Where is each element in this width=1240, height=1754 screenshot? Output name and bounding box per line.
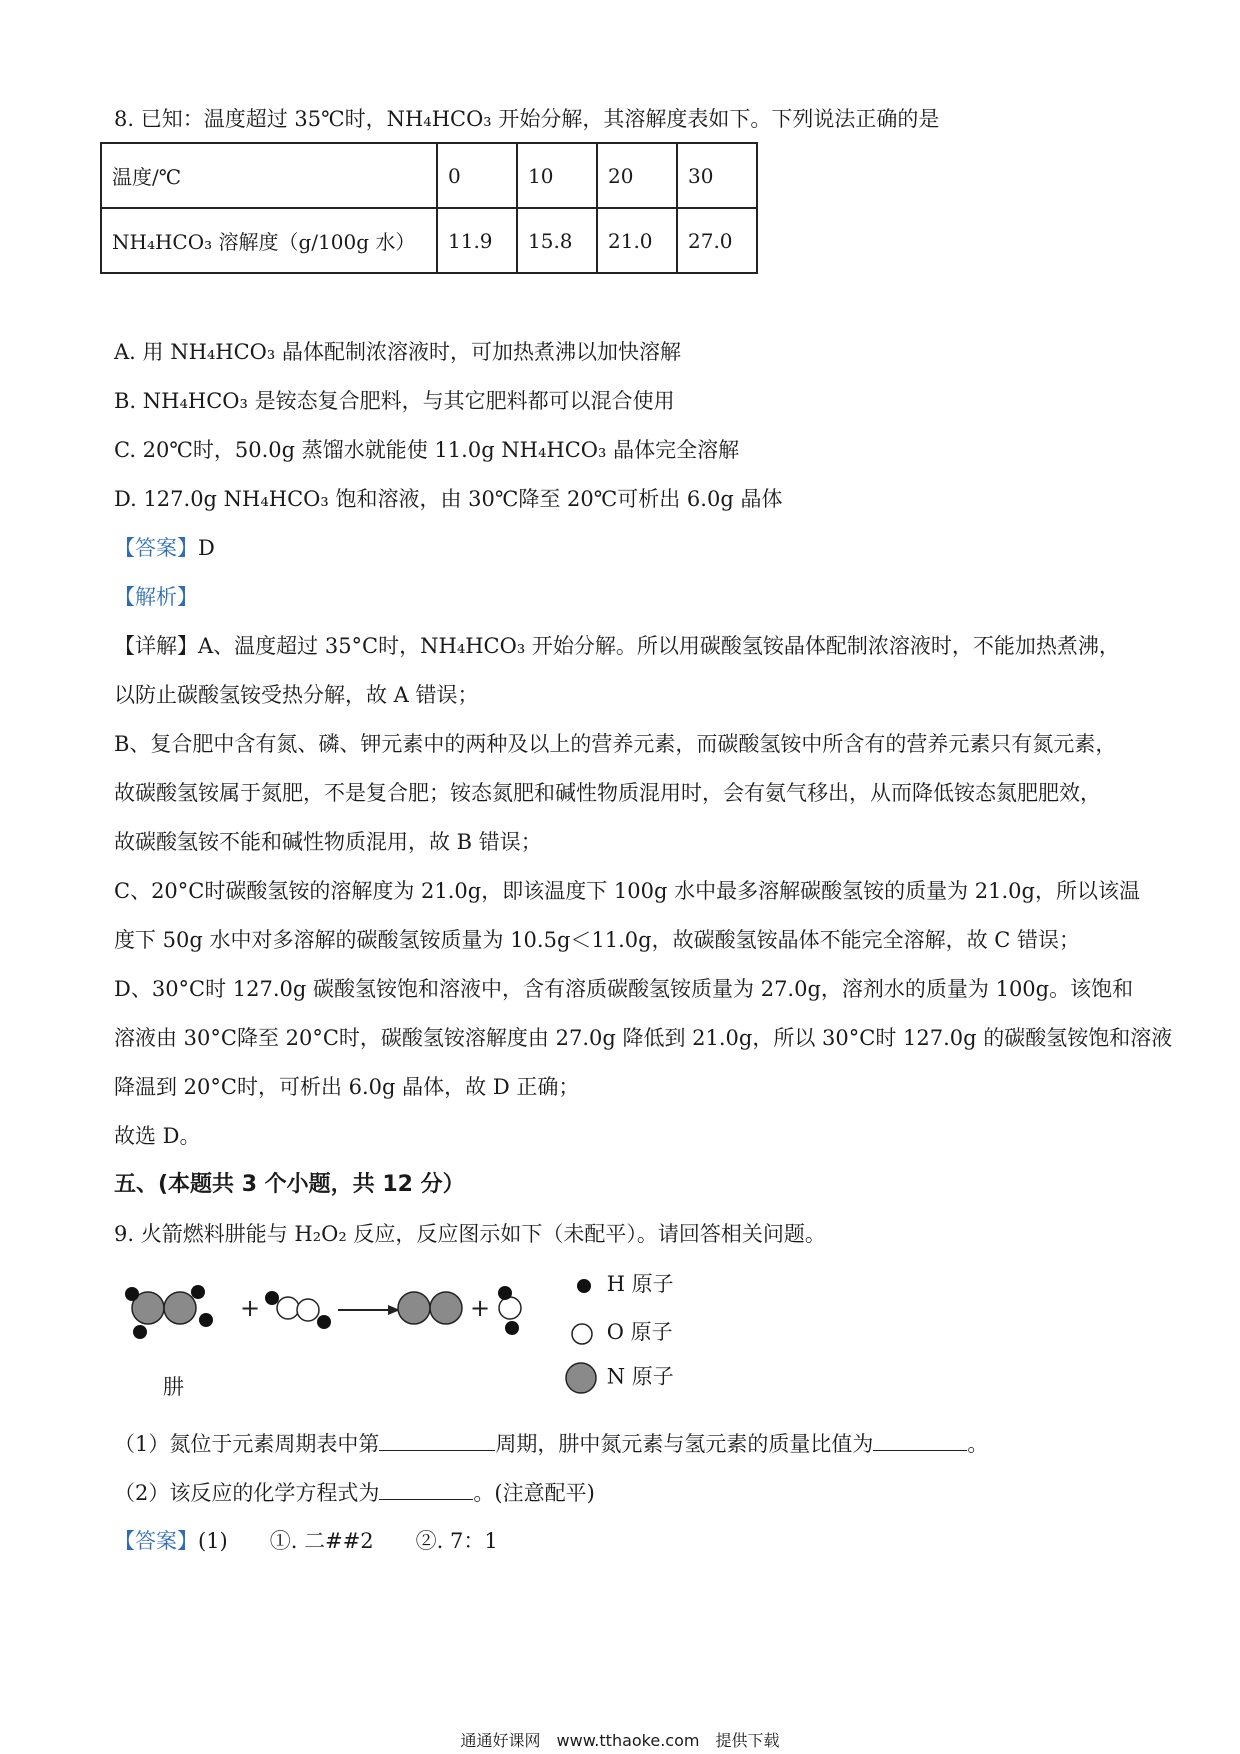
answer-blank[interactable] [379,1477,473,1500]
table-row [101,208,757,273]
hydrazine-molecule [125,1285,213,1339]
table-cell: 20 [597,143,677,208]
h-atom-icon [572,1274,600,1298]
answer-blank[interactable] [379,1428,495,1451]
q9-answer [114,1526,498,1556]
part2-text: （2）该反应的化学方程式为 [114,1481,380,1505]
detail-line: 溶液由 30°C降至 20°C时，碳酸氢铵溶解度由 27.0g 降低到 21.0g，所以 30°C时 127.0g 的碳酸氢铵饱和溶液 [114,1026,1173,1050]
plus-sign: + [470,1294,491,1322]
reaction-diagram [110,1262,570,1382]
detail-line: 故碳酸氢铵属于氮肥，不是复合肥；铵态氮肥和碱性物质混用时，会有氨气移出，从而降低铵态氮肥肥效， [114,781,1101,805]
q8-stem: 8. 已知：温度超过 35℃时，NH₄HCO₃ 开始分解，其溶解度表如下。下列说法正确的是 [114,107,940,131]
legend-o-atom [568,1316,673,1347]
detail-tag: 【详解】 [114,634,198,658]
legend-h-atom [572,1268,674,1298]
option-c: C. 20℃时，50.0g 蒸馏水就能使 11.0g NH₄HCO₃ 晶体完全溶解 [114,438,740,462]
detail-line: 降温到 20°C时，可析出 6.0g 晶体，故 D 正确； [114,1075,580,1099]
answer-text: (1) ①. 二##2 ②. 7：1 [198,1529,498,1553]
nitrogen-molecule [398,1292,462,1324]
table-cell: 21.0 [597,208,677,273]
table-cell: 11.9 [437,208,517,273]
option-d: D. 127.0g NH₄HCO₃ 饱和溶液，由 30℃降至 20℃可析出 6.0g 晶体 [114,487,783,511]
table-cell: 30 [677,143,757,208]
table-cell: 27.0 [677,208,757,273]
option-a: A. 用 NH₄HCO₃ 晶体配制浓溶液时，可加热煮沸以加快溶解 [114,340,681,364]
detail-line: 以防止碳酸氢铵受热分解，故 A 错误； [114,683,479,707]
table-cell: NH₄HCO₃ 溶解度（g/100g 水） [101,208,437,273]
legend-label: N 原子 [606,1364,674,1389]
option-b: B. NH₄HCO₃ 是铵态复合肥料，与其它肥料都可以混合使用 [114,389,675,413]
table-cell: 0 [437,143,517,208]
table-cell: 15.8 [517,208,597,273]
part1-text: 周期，肼中氮元素与氢元素的质量比值为 [495,1432,874,1456]
footer: 通通好课网 www.tthaoke.com 提供下载 [460,1731,780,1750]
detail-line [114,631,1120,661]
answer-value: D [198,536,215,560]
plus-sign: + [240,1294,261,1322]
q9-stem: 9. 火箭燃料肼能与 H₂O₂ 反应，反应图示如下（未配平）。请回答相关问题。 [114,1222,826,1246]
water-molecule [498,1286,521,1335]
q9-part1 [114,1428,988,1459]
legend-label: O 原子 [606,1320,673,1344]
reaction-arrow [338,1305,400,1315]
detail-line: D、30°C时 127.0g 碳酸氢铵饱和溶液中，含有溶质碳酸氢铵质量为 27.0g，溶剂水的质量为 100g。该饱和 [114,977,1134,1001]
detail-line: B、复合肥中含有氮、磷、钾元素中的两种及以上的营养元素，而碳酸氢铵中所含有的营养元素只有氮元素， [114,732,1117,756]
o-atom-icon [568,1321,600,1347]
n-atom-icon [564,1360,600,1396]
part1-text: （1）氮位于元素周期表中第 [114,1432,380,1456]
table-cell: 温度/℃ [101,143,437,208]
detail-line: 度下 50g 水中对多溶解的碳酸氢铵质量为 10.5g＜11.0g，故碳酸氢铵晶体不能完全溶解，故 C 错误； [114,928,1081,952]
table-row [101,143,757,208]
answer-tag: 【答案】 [114,1529,198,1553]
detail-line: C、20°C时碳酸氢铵的溶解度为 21.0g，即该温度下 100g 水中最多溶解碳酸氢铵的质量为 21.0g，所以该温 [114,879,1140,903]
answer-blank[interactable] [873,1428,967,1451]
section-heading: 五、(本题共 3 个小题，共 12 分） [114,1172,465,1197]
hydrogen-peroxide-molecule [265,1291,331,1329]
detail-line: 故选 D。 [114,1124,201,1148]
table-cell: 10 [517,143,597,208]
q8-answer [114,533,215,563]
detail-text: A、温度超过 35°C时，NH₄HCO₃ 开始分解。所以用碳酸氢铵晶体配制浓溶液时，不能加热煮沸， [198,634,1120,658]
answer-tag: 【答案】 [114,536,198,560]
part2-text: 。(注意配平) [473,1481,595,1505]
analysis-tag: 【解析】 [114,585,198,609]
hydrazine-label: 肼 [163,1375,184,1399]
q9-part2 [114,1477,595,1508]
legend-label: H 原子 [606,1272,674,1296]
solubility-table [100,142,758,274]
part1-text: 。 [967,1432,989,1456]
detail-line: 故碳酸氢铵不能和碱性物质混用，故 B 错误； [114,830,542,854]
legend-n-atom [564,1360,674,1396]
